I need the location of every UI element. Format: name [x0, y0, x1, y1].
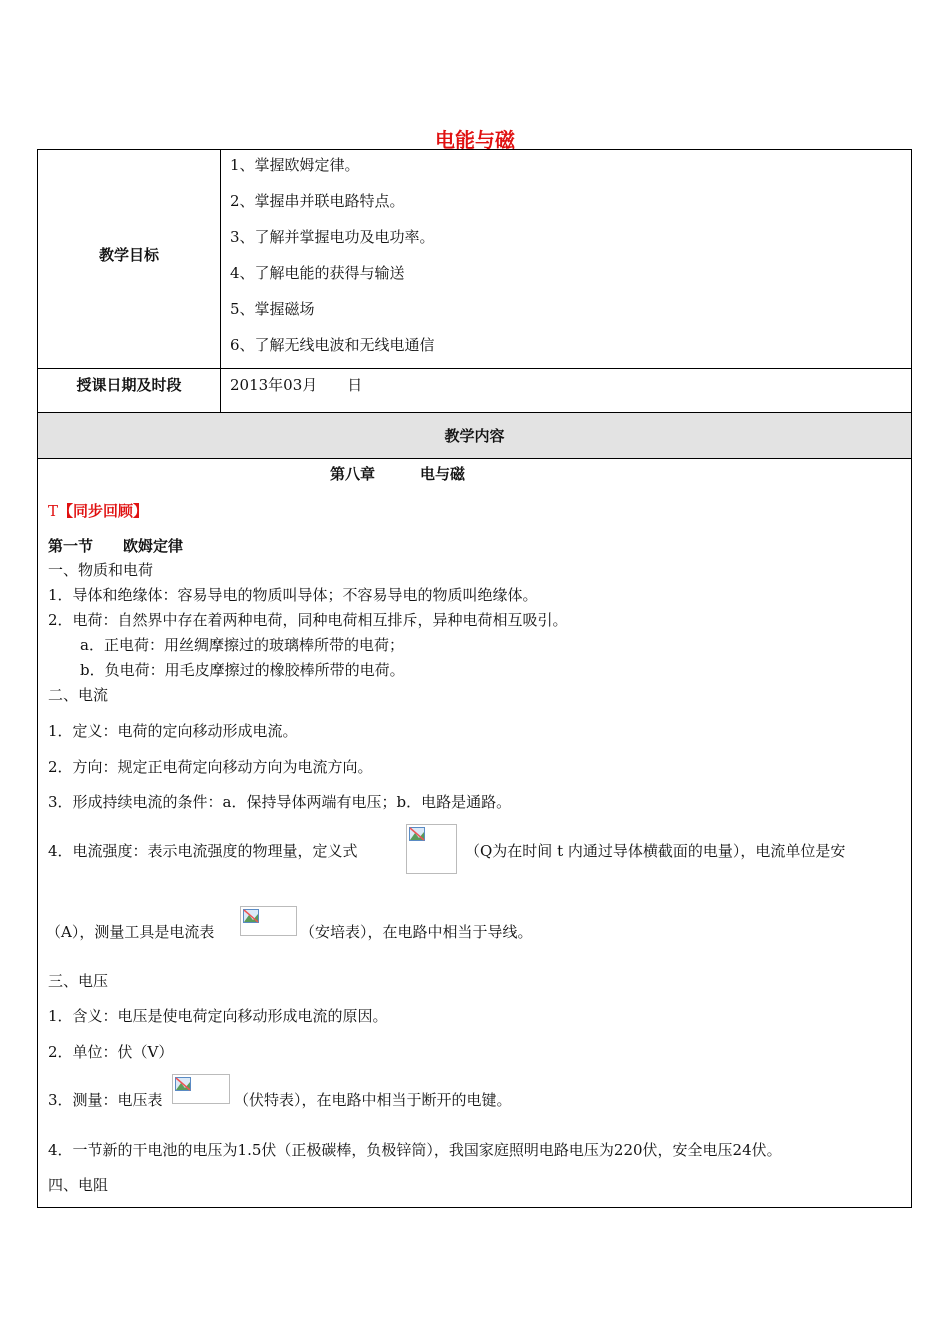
objective-item: 5、掌握磁场 [230, 300, 315, 318]
part-heading: 二、电流 [48, 686, 109, 704]
paragraph: 1．含义：电压是使电荷定向移动形成电流的原因。 [48, 1007, 388, 1025]
objective-item: 6、了解无线电波和无线电通信 [230, 336, 435, 354]
date-label: 授课日期及时段 [76, 376, 182, 394]
paragraph: （A），测量工具是电流表 [46, 923, 215, 941]
paragraph: 1．导体和绝缘体：容易导电的物质叫导体；不容易导电的物质叫绝缘体。 [48, 586, 538, 604]
date-value: 2013年03月 日 [230, 376, 363, 394]
paragraph: b．负电荷：用毛皮摩擦过的橡胶棒所带的电荷。 [80, 661, 405, 679]
paragraph: （Q为在时间 t 内通过导体横截面的电量），电流单位是安 [465, 842, 846, 860]
image-icon [243, 909, 259, 923]
objectives-label: 教学目标 [98, 246, 159, 264]
paragraph: （安培表），在电路中相当于导线。 [300, 923, 533, 941]
chapter-title: 第八章 电与磁 [330, 465, 466, 483]
review-marker: T [48, 502, 59, 520]
paragraph: 3．形成持续电流的条件：a．保持导体两端有电压；b．电路是通路。 [48, 793, 512, 811]
paragraph: 2．电荷：自然界中存在着两种电荷，同种电荷相互排斥，异种电荷相互吸引。 [48, 611, 568, 629]
paragraph: a．正电荷：用丝绸摩擦过的玻璃棒所带的电荷； [80, 636, 404, 654]
ammeter-symbol-placeholder [240, 906, 297, 936]
objective-item: 1、掌握欧姆定律。 [230, 156, 360, 174]
paragraph: 4．一节新的干电池的电压为1.5伏（正极碳棒，负极锌筒），我国家庭照明电路电压为220伏，安全电压24伏。 [48, 1141, 782, 1159]
part-heading: 一、物质和电荷 [48, 561, 154, 579]
paragraph: 2．方向：规定正电荷定向移动方向为电流方向。 [48, 758, 373, 776]
document-title: 电能与磁 [435, 128, 515, 152]
objective-item: 2、掌握串并联电路特点。 [230, 192, 405, 210]
date-row [38, 368, 911, 413]
paragraph: 2．单位：伏（V） [48, 1043, 174, 1061]
review-heading [48, 500, 148, 521]
section-title: 第一节 欧姆定律 [48, 537, 184, 555]
part-heading: 四、电阻 [48, 1176, 109, 1194]
paragraph: 3．测量：电压表 [48, 1091, 163, 1109]
paragraph: （伏特表），在电路中相当于断开的电键。 [234, 1091, 512, 1109]
image-icon [409, 827, 425, 841]
voltmeter-symbol-placeholder [172, 1074, 230, 1104]
objective-item: 3、了解并掌握电功及电功率。 [230, 228, 435, 246]
part-heading: 三、电压 [48, 972, 109, 990]
paragraph: 1．定义：电荷的定向移动形成电流。 [48, 722, 298, 740]
formula-image-placeholder [406, 824, 457, 874]
content-body [38, 459, 911, 1207]
review-title: 【同步回顾】 [58, 502, 149, 520]
content-header: 教学内容 [444, 427, 505, 445]
lesson-table [37, 149, 912, 1208]
content-header-row [38, 413, 911, 459]
objective-item: 4、了解电能的获得与输送 [230, 264, 405, 282]
image-icon [175, 1077, 191, 1091]
objectives-row [38, 150, 911, 369]
paragraph: 4．电流强度：表示电流强度的物理量，定义式 [48, 842, 358, 860]
